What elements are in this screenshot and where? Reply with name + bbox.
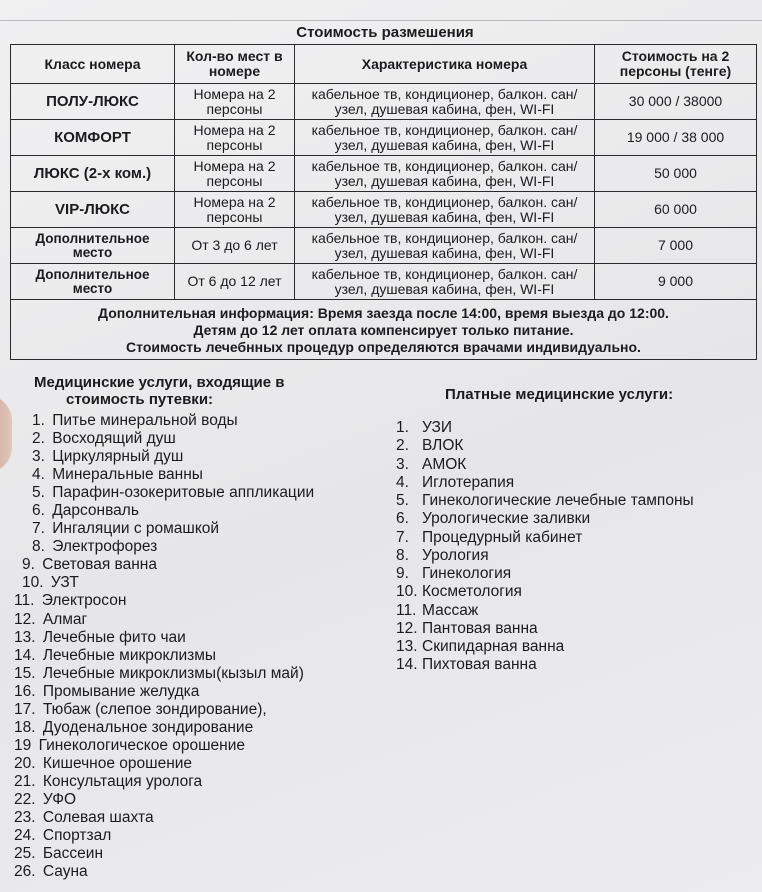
table-header-row <box>11 45 757 84</box>
item-number: 19 <box>14 736 32 754</box>
item-number: 24. <box>14 827 36 845</box>
info-line: Детям до 12 лет оплата компенсирует только питание. <box>193 322 574 338</box>
item-number: 16. <box>14 682 36 700</box>
table-row <box>11 264 757 300</box>
list-item <box>396 510 694 528</box>
room-places: Номера на 2 персоны <box>175 156 295 192</box>
list-item <box>396 419 694 437</box>
list-item <box>396 602 694 620</box>
item-number: 12. <box>14 610 36 628</box>
table-row <box>11 156 757 192</box>
item-number: 13. <box>396 638 418 655</box>
item-text: Пихтовая ванна <box>422 656 537 674</box>
table-info-row <box>11 300 757 360</box>
item-number: 2. <box>32 430 45 448</box>
item-text: Электрофорез <box>52 538 158 556</box>
heading-line: стоимость путевки: <box>66 391 214 408</box>
item-number: 15. <box>14 664 36 682</box>
header-room-class: Класс номера <box>11 45 175 84</box>
table-row <box>11 120 757 156</box>
room-class: КОМФОРТ <box>11 120 175 156</box>
included-services-list <box>14 412 314 881</box>
item-text: АМОК <box>422 455 467 473</box>
item-number: 21. <box>14 772 36 790</box>
item-number: 5. <box>32 484 45 502</box>
list-item <box>14 665 314 683</box>
list-item <box>396 437 694 455</box>
item-number: 4. <box>396 473 409 491</box>
table-row <box>11 228 757 264</box>
additional-info <box>11 300 757 360</box>
list-item <box>14 791 314 809</box>
list-item <box>14 592 314 610</box>
header-price: Стоимость на 2 персоны (тенге) <box>595 45 757 84</box>
item-number: 8. <box>396 546 409 564</box>
item-number: 22. <box>14 790 36 808</box>
room-price: 9 000 <box>595 264 757 300</box>
table-row <box>11 192 757 228</box>
item-number: 2. <box>396 437 409 455</box>
item-text: Пантовая ванна <box>422 619 538 637</box>
room-description: кабельное тв, кондиционер, балкон. сан/узел, душевая кабина, фен, WI-FI <box>295 156 595 192</box>
room-places: Номера на 2 персоны <box>175 192 295 228</box>
item-text: Тюбаж (слепое зондирование), <box>42 700 267 718</box>
item-text: Лечебные фито чаи <box>42 628 186 646</box>
heading-line: Медицинские услуги, входящие в <box>34 374 285 391</box>
room-description: кабельное тв, кондиционер, балкон. сан/узел, душевая кабина, фен, WI-FI <box>295 120 595 156</box>
list-item <box>14 556 314 574</box>
list-item <box>396 583 694 601</box>
item-number: 3. <box>396 455 409 473</box>
room-class: VIP-ЛЮКС <box>11 192 175 228</box>
item-number: 17. <box>14 700 36 718</box>
item-number: 1. <box>396 419 409 436</box>
list-item <box>396 529 694 547</box>
room-places: От 6 до 12 лет <box>175 264 295 300</box>
room-class: Дополнительное место <box>11 264 175 300</box>
room-description: кабельное тв, кондиционер, балкон. сан/узел, душевая кабина, фен, WI-FI <box>295 84 595 120</box>
room-price: 7 000 <box>595 228 757 264</box>
included-services-heading <box>34 374 334 408</box>
item-text: Урология <box>422 546 489 564</box>
item-text: Лечебные микроклизмы <box>42 646 217 664</box>
item-text: Дуоденальное зондирование <box>42 718 254 736</box>
list-item <box>396 638 694 656</box>
item-text: Процедурный кабинет <box>422 528 583 546</box>
room-price: 30 000 / 38000 <box>595 84 757 120</box>
info-line: Дополнительная информация: Время заезда после 14:00, время выезда до 12:00. <box>98 305 669 321</box>
item-text: Световая ванна <box>42 556 157 574</box>
item-number: 6. <box>396 510 409 528</box>
item-number: 6. <box>32 502 45 520</box>
table-row <box>11 84 757 120</box>
item-text: Гинекологические лечебные тампоны <box>422 492 694 509</box>
item-text: Спортзал <box>42 827 112 845</box>
item-number: 11. <box>14 592 35 610</box>
item-number: 18. <box>14 718 36 736</box>
item-text: Сауна <box>42 863 88 881</box>
header-places: Кол-во мест в номере <box>175 45 295 84</box>
list-item <box>14 809 314 827</box>
price-table <box>10 44 757 360</box>
item-number: 20. <box>14 754 36 772</box>
list-item <box>14 647 314 665</box>
item-number: 9. <box>396 565 409 582</box>
item-text: Урологические заливки <box>422 510 591 528</box>
list-item <box>14 538 314 556</box>
item-number: 7. <box>32 520 45 538</box>
item-text: Кишечное орошение <box>42 754 193 772</box>
list-item <box>14 755 314 773</box>
list-item <box>396 547 694 565</box>
item-text: Скипидарная ванна <box>422 638 565 655</box>
list-item <box>14 827 314 845</box>
item-text: Консультация уролога <box>42 772 203 790</box>
header-description: Характеристика номера <box>295 45 595 84</box>
item-text: Парафин-озокеритовые аппликации <box>52 484 315 502</box>
item-text: Ингаляции с ромашкой <box>52 520 220 538</box>
item-text: Бассеин <box>42 845 104 863</box>
list-item <box>14 683 314 701</box>
room-class: ПОЛУ-ЛЮКС <box>11 84 175 120</box>
item-number: 12. <box>396 619 418 637</box>
list-item <box>14 412 314 430</box>
item-number: 5. <box>396 492 409 509</box>
item-number: 10. <box>22 574 44 592</box>
list-item <box>14 502 314 520</box>
room-description: кабельное тв, кондиционер, балкон. сан/узел, душевая кабина, фен, WI-FI <box>295 228 595 264</box>
item-number: 4. <box>32 466 45 484</box>
item-text: Гинекологическое орошение <box>38 736 246 754</box>
list-item <box>396 492 694 510</box>
item-number: 10. <box>396 583 418 601</box>
item-text: Промывание желудка <box>42 682 200 700</box>
item-text: Дарсонваль <box>52 502 139 520</box>
room-places: Номера на 2 персоны <box>175 84 295 120</box>
item-text: УФО <box>42 790 77 808</box>
item-text: Массаж <box>422 601 479 619</box>
item-number: 13. <box>14 628 36 646</box>
list-item <box>14 448 314 466</box>
item-number: 14. <box>396 656 418 674</box>
item-text: УЗИ <box>422 419 453 436</box>
list-item <box>396 474 694 492</box>
info-line: Стоимость лечебнных процедур определяются врачами индивидуально. <box>126 339 641 355</box>
list-item <box>14 611 314 629</box>
list-item <box>396 456 694 474</box>
item-number: 14. <box>14 646 36 664</box>
room-places: Номера на 2 персоны <box>175 120 295 156</box>
list-item <box>14 845 314 863</box>
room-price: 19 000 / 38 000 <box>595 120 757 156</box>
list-item <box>14 737 314 755</box>
item-text: Лечебные микроклизмы(кызыл май) <box>42 664 304 682</box>
list-item <box>14 629 314 647</box>
item-text: Минеральные ванны <box>52 466 203 484</box>
item-text: Гинекология <box>422 565 512 582</box>
list-item <box>396 565 694 583</box>
room-price: 50 000 <box>595 156 757 192</box>
room-description: кабельное тв, кондиционер, балкон. сан/узел, душевая кабина, фен, WI-FI <box>295 192 595 228</box>
item-number: 3. <box>32 448 45 466</box>
item-number: 23. <box>14 809 36 827</box>
item-number: 9. <box>22 556 35 574</box>
room-description: кабельное тв, кондиционер, балкон. сан/узел, душевая кабина, фен, WI-FI <box>295 264 595 300</box>
item-text: Алмаг <box>42 610 88 628</box>
item-text: УЗТ <box>50 574 79 592</box>
item-number: 7. <box>396 528 409 546</box>
room-class: ЛЮКС (2-х ком.) <box>11 156 175 192</box>
item-number: 1. <box>32 412 45 429</box>
list-item <box>14 466 314 484</box>
list-item <box>14 701 314 719</box>
item-text: Электросон <box>41 592 127 610</box>
page-title: Стоимость размешения <box>296 24 474 41</box>
item-text: ВЛОК <box>422 437 464 455</box>
item-number: 26. <box>14 863 36 881</box>
list-item <box>14 719 314 737</box>
paid-services-list <box>396 419 694 675</box>
item-text: Косметология <box>422 583 522 601</box>
list-item <box>396 620 694 638</box>
list-item <box>14 574 314 592</box>
list-item <box>14 863 314 881</box>
room-places: От 3 до 6 лет <box>175 228 295 264</box>
room-price: 60 000 <box>595 192 757 228</box>
item-number: 25. <box>14 845 36 863</box>
room-class: Дополнительное место <box>11 228 175 264</box>
list-item <box>14 520 314 538</box>
list-item <box>14 773 314 791</box>
item-text: Солевая шахта <box>42 809 154 827</box>
item-text: Восходящий душ <box>52 430 176 448</box>
item-text: Циркулярный душ <box>52 448 184 466</box>
paper-top-edge <box>0 0 762 21</box>
list-item <box>14 484 314 502</box>
item-number: 11. <box>396 601 417 619</box>
item-text: Питье минеральной воды <box>52 412 238 429</box>
item-number: 8. <box>32 538 45 556</box>
list-item <box>14 430 314 448</box>
list-item <box>396 656 694 674</box>
item-text: Иглотерапия <box>422 473 515 491</box>
paid-services-heading: Платные медицинские услуги: <box>445 386 674 403</box>
finger-shadow <box>0 395 12 473</box>
